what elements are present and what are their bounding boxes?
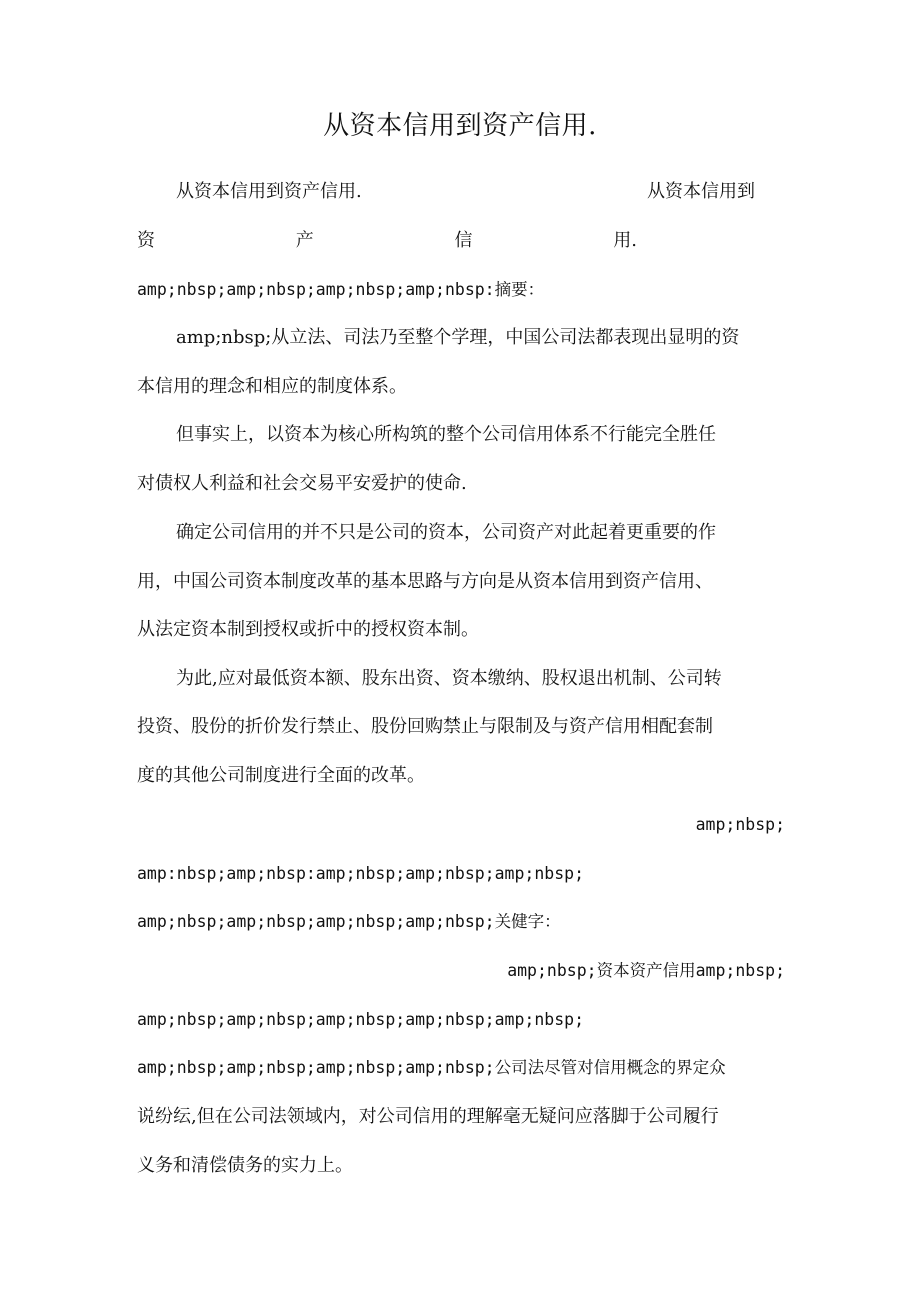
paragraph-line-9: 用，中国公司资本制度改革的基本思路与方向是从资本信用到资产信用、: [137, 571, 713, 592]
paragraph-line-1: [176, 177, 785, 207]
keywords-heading-line: amp;nbsp;amp;nbsp;amp;nbsp;amp;nbsp;关健字：: [137, 912, 561, 931]
abstract-heading-line: amp;nbsp;amp;nbsp;amp;nbsp;amp;nbsp:摘要：: [137, 280, 545, 299]
line-1-left-text: 从资本信用到资产信用.: [176, 181, 362, 202]
page-title: 从资本信用到资产信用.: [323, 111, 597, 141]
keywords-line: amp;nbsp;资本资产信用amp;nbsp;: [507, 961, 785, 980]
paragraph-line-13: 度的其他公司制度进行全面的改革。: [137, 765, 425, 786]
spread-char-2: 产: [295, 230, 314, 251]
paragraph-line-6: 但事实上，以资本为核心所构筑的整个公司信用体系不行能完全胜任: [176, 424, 716, 445]
paragraph-line-21: 义务和清偿债务的实力上。: [137, 1155, 353, 1176]
spread-char-4: 用.: [613, 230, 637, 251]
paragraph-line-12: 投资、股份的折价发行禁止、股份回购禁止与限制及与资产信用相配套制: [137, 716, 713, 737]
paragraph-line-20: 说纷纭,但在公司法领域内，对公司信用的理解毫无疑问应落脚于公司履行: [137, 1106, 719, 1127]
paragraph-line-19: amp;nbsp;amp;nbsp;amp;nbsp;amp;nbsp;公司法尽管对信用概念的界定众: [137, 1058, 726, 1077]
paragraph-line-18: amp;nbsp;amp;nbsp;amp;nbsp;amp;nbsp;amp;nbsp;: [137, 1010, 585, 1029]
paragraph-line-2: [137, 226, 637, 256]
spread-char-3: 信: [454, 230, 473, 251]
paragraph-line-11: 为此,应对最低资本额、股东出资、资本缴纳、股权退出机制、公司转: [176, 668, 722, 689]
paragraph-line-4: amp;nbsp;从立法、司法乃至整个学理，中国公司法都表现出显明的资: [176, 327, 740, 348]
spread-char-1: 资: [137, 230, 155, 251]
paragraph-line-7: 对债权人利益和社会交易平安爱护的使命.: [137, 473, 467, 494]
paragraph-line-15: amp:nbsp;amp;nbsp:amp;nbsp;amp;nbsp;amp;nbsp;: [137, 864, 585, 883]
paragraph-line-8: 确定公司信用的并不只是公司的资本，公司资产对此起着更重要的作: [176, 522, 716, 543]
paragraph-line-5: 本信用的理念和相应的制度体系。: [137, 376, 407, 397]
line-1-right-text: 从资本信用到: [647, 181, 755, 202]
paragraph-line-14: amp;nbsp;: [695, 815, 785, 834]
paragraph-line-10: 从法定资本制到授权或折中的授权资本制。: [137, 619, 479, 640]
